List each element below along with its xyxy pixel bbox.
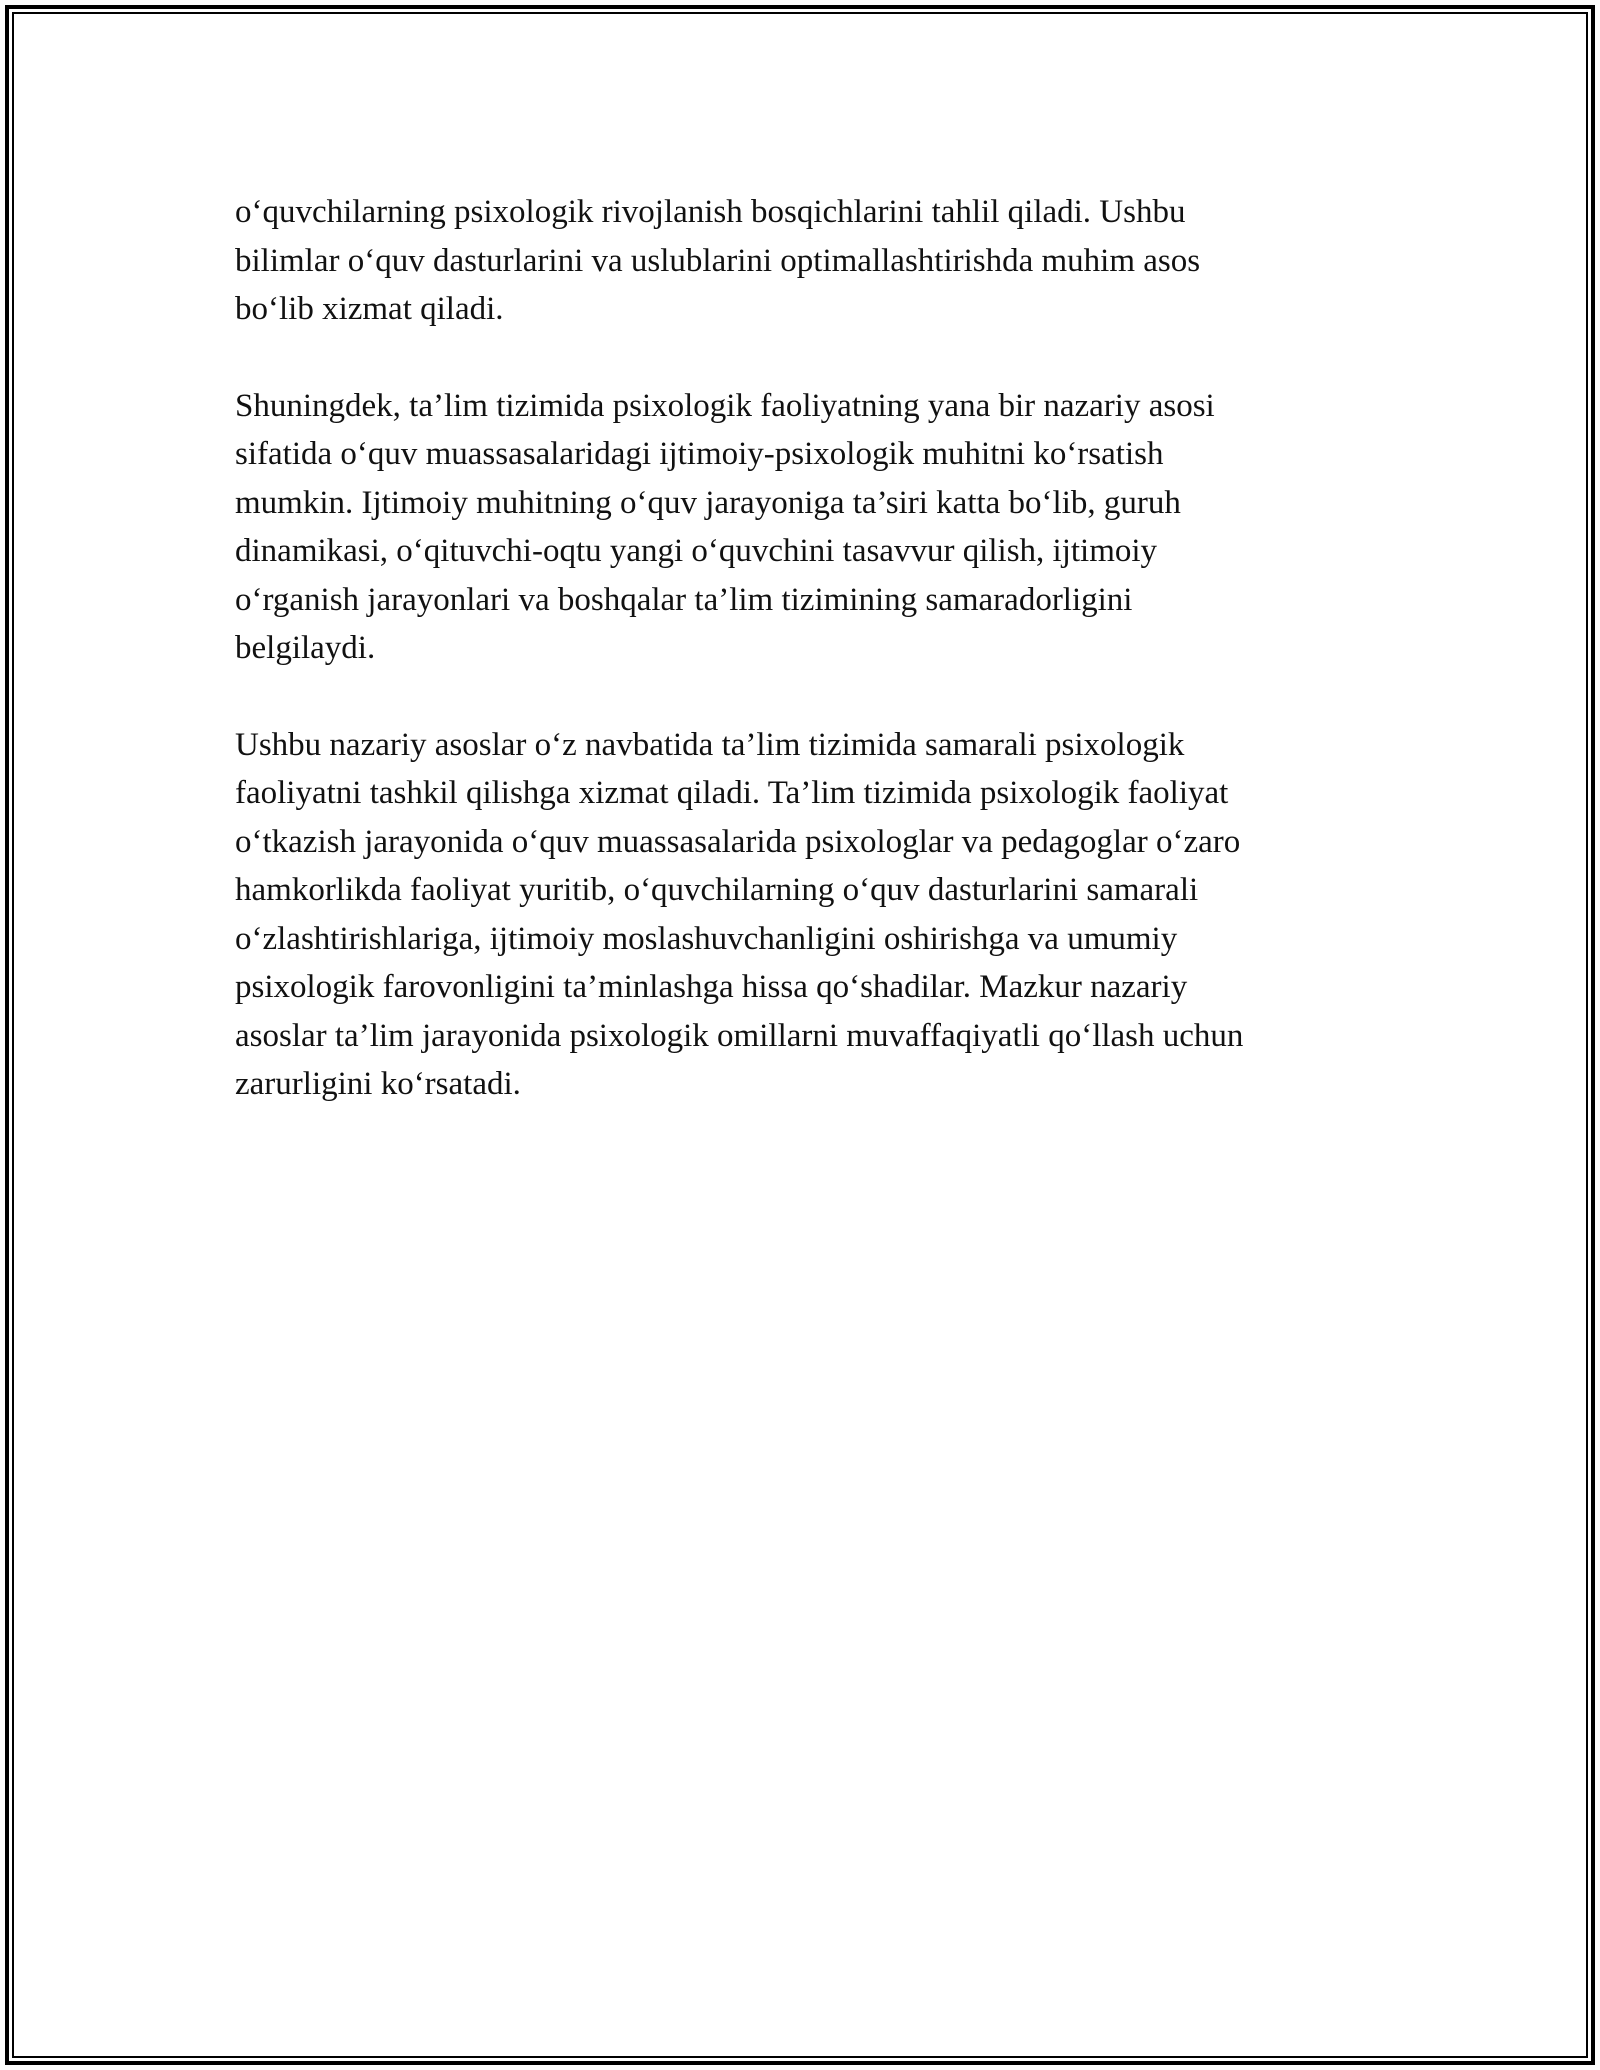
text-line: asoslar ta’lim jarayonida psixologik omillarni muvaffaqiyatli qo‘llash uchun [235,1017,1244,1054]
text-line: psixologik farovonligini ta’minlashga hissa qo‘shadilar. Mazkur nazariy [235,969,1188,1005]
text-line: dinamikasi, o‘qituvchi-oqtu yangi o‘quvchini tasavvur qilish, ijtimoiy [235,533,1158,569]
text-line: mumkin. Ijtimoiy muhitning o‘quv jarayoniga ta’siri katta bo‘lib, guruh [235,484,1181,521]
text-line: o‘zlashtirishlariga, ijtimoiy moslashuvchanligini oshirishga va umumiy [235,920,1178,957]
paragraph-1 [235,188,1385,334]
text-line: faoliyatni tashkil qilishga xizmat qiladi. Ta’lim tizimida psixologik faoliyat [235,775,1229,811]
document-body [235,188,1385,1157]
text-line: o‘quvchilarning psixologik rivojlanish bosqichlarini tahlil qiladi. Ushbu [235,194,1186,230]
text-line: Ushbu nazariy asoslar o‘z navbatida ta’lim tizimida samarali psixologik [235,726,1185,763]
text-line: zarurligini ko‘rsatadi. [235,1066,521,1102]
text-line: hamkorlikda faoliyat yuritib, o‘quvchilarning o‘quv dasturlarini samarali [235,872,1199,908]
text-line: Shuningdek, ta’lim tizimida psixologik faoliyatning yana bir nazariy asosi [235,387,1215,424]
paragraph-2 [235,382,1385,673]
text-line: o‘rganish jarayonlari va boshqalar ta’lim tizimining samaradorligini [235,581,1133,618]
text-line: belgilaydi. [235,630,376,666]
text-line: bilimlar o‘quv dasturlarini va uslublarini optimallashtirishda muhim asos [235,242,1201,279]
paragraph-3 [235,721,1385,1109]
text-line: bo‘lib xizmat qiladi. [235,291,504,327]
text-line: sifatida o‘quv muassasalaridagi ijtimoiy-psixologik muhitni ko‘rsatish [235,436,1164,472]
text-line: o‘tkazish jarayonida o‘quv muassasalarida psixologlar va pedagoglar o‘zaro [235,823,1241,860]
